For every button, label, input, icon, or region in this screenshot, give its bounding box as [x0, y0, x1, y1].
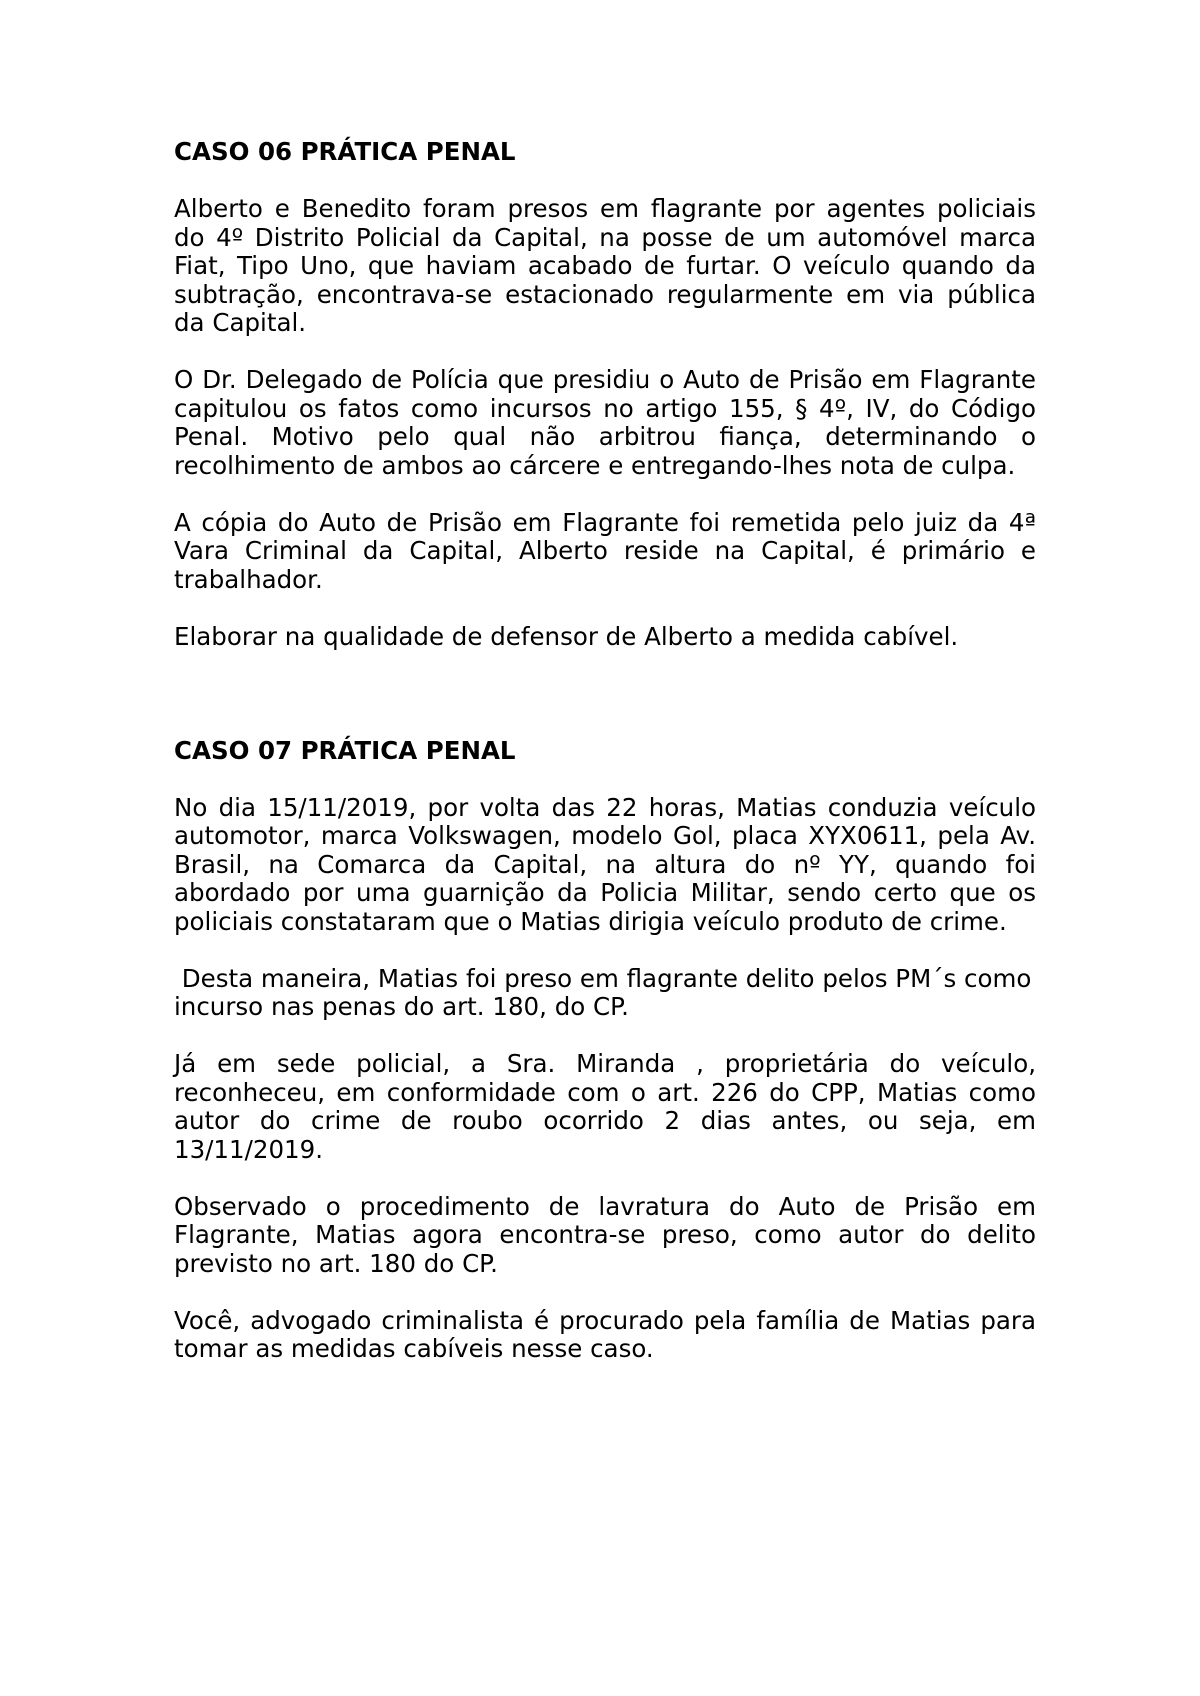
case-06-section: [174, 138, 1036, 651]
case-06-paragraph-4: Elaborar na qualidade de defensor de Alberto a medida cabível.: [174, 621, 959, 651]
case-06-paragraph-1: Alberto e Benedito foram presos em flagrante por agentes policiais do 4º Distrito Policial da Capital, na posse de um automóvel marca Fiat, Tipo Uno, que haviam acabado de furtar. O veículo quando da subtração, encontrava-se estacionado regularmente em via pública da Capital.: [174, 194, 1036, 337]
case-07-paragraph-3: Já em sede policial, a Sra. Miranda , proprietária do veículo, reconheceu, em conformidade com o art. 226 do CPP, Matias como autor do crime de roubo ocorrido 2 dias antes, ou seja, em 13/11/2019.: [174, 1049, 1036, 1164]
case-06-paragraph-3: A cópia do Auto de Prisão em Flagrante foi remetida pelo juiz da 4ª Vara Criminal da Capital, Alberto reside na Capital, é primário e trabalhador.: [174, 507, 1036, 594]
case-07-paragraph-1: No dia 15/11/2019, por volta das 22 horas, Matias conduzia veículo automotor, marca Volkswagen, modelo Gol, placa XYX0611, pela Av. Brasil, na Comarca da Capital, na altura do nº YY, quando foi abordado por uma guarnição da Policia Militar, sendo certo que os policiais constataram que o Matias dirigia veículo produto de crime.: [174, 792, 1036, 936]
case-06-title: CASO 06 PRÁTICA PENAL: [174, 137, 516, 166]
case-07-paragraph-5: Você, advogado criminalista é procurado pela família de Matias para tomar as medidas cabíveis nesse caso.: [174, 1305, 1036, 1363]
document-page: [174, 137, 1040, 1392]
case-07-title: CASO 07 PRÁTICA PENAL: [174, 735, 516, 765]
section-spacer: [174, 680, 1036, 737]
case-07-section: [174, 735, 1040, 1364]
case-06-paragraph-2: O Dr. Delegado de Polícia que presidiu o Auto de Prisão em Flagrante capitulou os fatos como incursos no artigo 155, § 4º, IV, do Código Penal. Motivo pelo qual não arbitrou fiança, determinando o recolhimento de ambos ao cárcere e entregando-lhes nota de culpa.: [174, 365, 1036, 480]
case-07-paragraph-2: Desta maneira, Matias foi preso em flagrante delito pelos PM´s como incurso nas penas do art. 180, do CP.: [174, 963, 1040, 1021]
case-07-paragraph-4: Observado o procedimento de lavratura do Auto de Prisão em Flagrante, Matias agora encontra-se preso, como autor do delito previsto no art. 180 do CP.: [174, 1191, 1036, 1278]
